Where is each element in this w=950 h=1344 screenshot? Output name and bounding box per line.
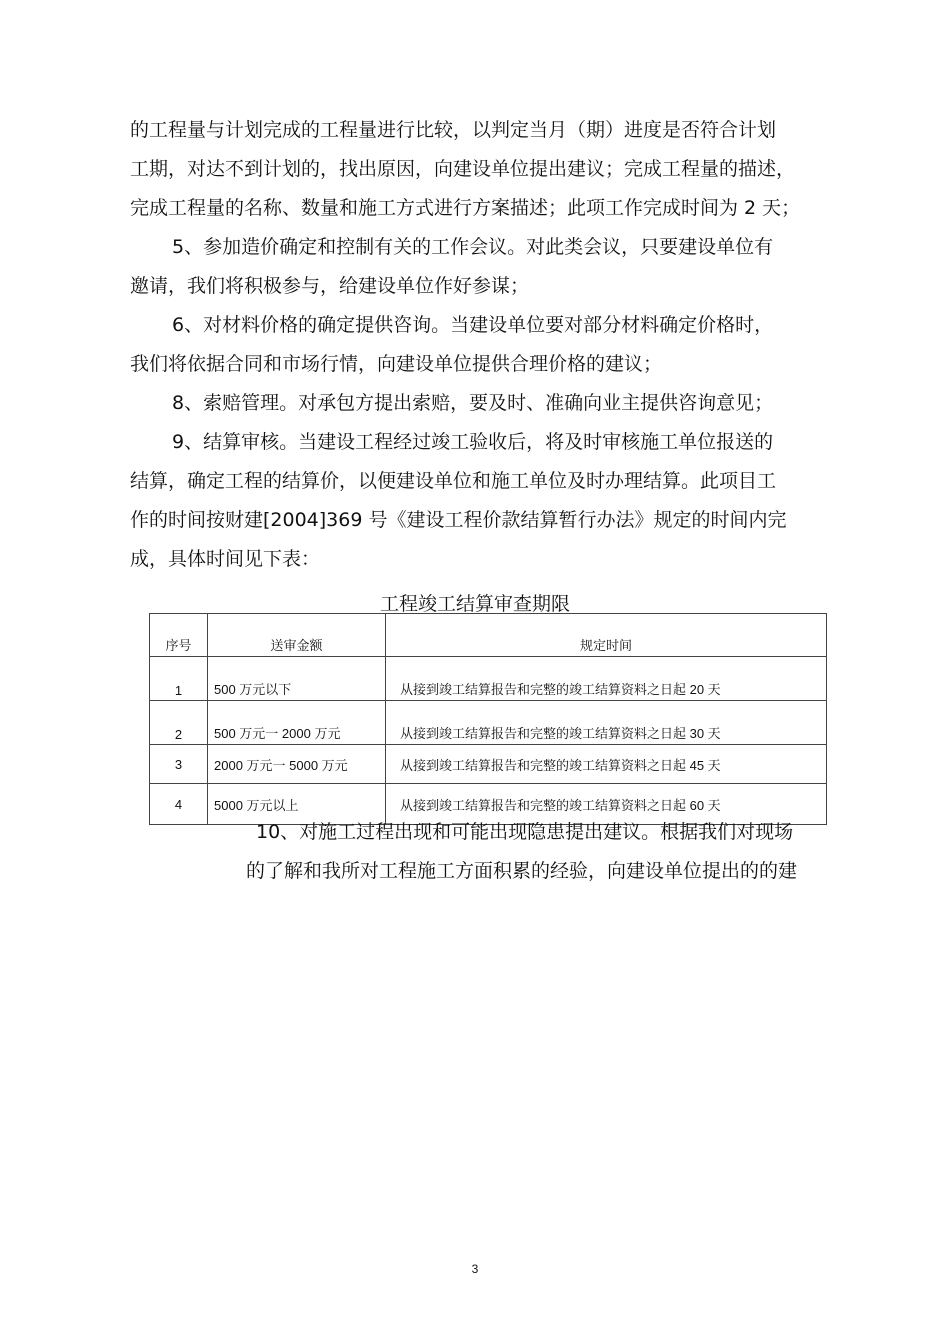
table-cell: 5000 万元以上 bbox=[208, 784, 386, 825]
paragraph-line: 工期，对达不到计划的，找出原因，向建设单位提出建议；完成工程量的描述， bbox=[130, 158, 796, 180]
header-cell: 送审金额 bbox=[208, 614, 386, 657]
page-number: 3 bbox=[471, 1262, 479, 1276]
table-cell: 从接到竣工结算报告和完整的竣工结算资料之日起 20 天 bbox=[386, 657, 827, 701]
table-cell: 500 万元以下 bbox=[208, 657, 386, 701]
table-cell: 3 bbox=[150, 745, 208, 784]
table-cell: 从接到竣工结算报告和完整的竣工结算资料之日起 60 天 bbox=[386, 784, 827, 825]
paragraph-line: 9、结算审核。当建设工程经过竣工验收后，将及时审核施工单位报送的 bbox=[172, 431, 774, 453]
table-cell: 从接到竣工结算报告和完整的竣工结算资料之日起 45 天 bbox=[386, 745, 827, 784]
paragraph-line: 的了解和我所对工程施工方面积累的经验，向建设单位提出的的建 bbox=[246, 860, 798, 882]
paragraph-line: 成，具体时间见下表： bbox=[130, 548, 321, 570]
paragraph-line: 的工程量与计划完成的工程量进行比较，以判定当月（期）进度是否符合计划 bbox=[130, 119, 777, 141]
table-row bbox=[150, 784, 827, 825]
paragraph-line: 作的时间按财建[2004]369 号《建设工程价款结算暂行办法》规定的时间内完 bbox=[130, 509, 787, 531]
paragraph-line: 邀请，我们将积极参与，给建设单位作好参谋； bbox=[130, 275, 530, 297]
paragraph-line: 结算，确定工程的结算价，以便建设单位和施工单位及时办理结算。此项目工 bbox=[130, 470, 777, 492]
table-cell: 4 bbox=[150, 784, 208, 825]
paragraph-line: 我们将依据合同和市场行情，向建设单位提供合理价格的建议； bbox=[130, 353, 663, 375]
paragraph-line: 5、参加造价确定和控制有关的工作会议。对此类会议，只要建设单位有 bbox=[172, 236, 774, 258]
paragraph-line: 6、对材料价格的确定提供咨询。当建设单位要对部分材料确定价格时， bbox=[172, 314, 774, 336]
table-row bbox=[150, 701, 827, 745]
table-title: 工程竣工结算审查期限 bbox=[379, 593, 570, 615]
table-cell: 从接到竣工结算报告和完整的竣工结算资料之日起 30 天 bbox=[386, 701, 827, 745]
table-row bbox=[150, 657, 827, 701]
table-row bbox=[150, 745, 827, 784]
paragraph-line: 10、对施工过程出现和可能出现隐患提出建议。根据我们对现场 bbox=[256, 821, 794, 843]
table-cell: 2 bbox=[150, 701, 208, 745]
settlement-deadline-table bbox=[149, 613, 827, 825]
table-cell: 1 bbox=[150, 657, 208, 701]
table-cell: 2000 万元一 5000 万元 bbox=[208, 745, 386, 784]
header-cell: 规定时间 bbox=[386, 614, 827, 657]
table-cell: 500 万元一 2000 万元 bbox=[208, 701, 386, 745]
table-header-row bbox=[150, 614, 827, 657]
paragraph-line: 8、索赔管理。对承包方提出索赔，要及时、准确向业主提供咨询意见； bbox=[172, 392, 774, 414]
header-cell: 序号 bbox=[150, 614, 208, 657]
paragraph-line: 完成工程量的名称、数量和施工方式进行方案描述；此项工作完成时间为 2 天； bbox=[130, 197, 801, 219]
